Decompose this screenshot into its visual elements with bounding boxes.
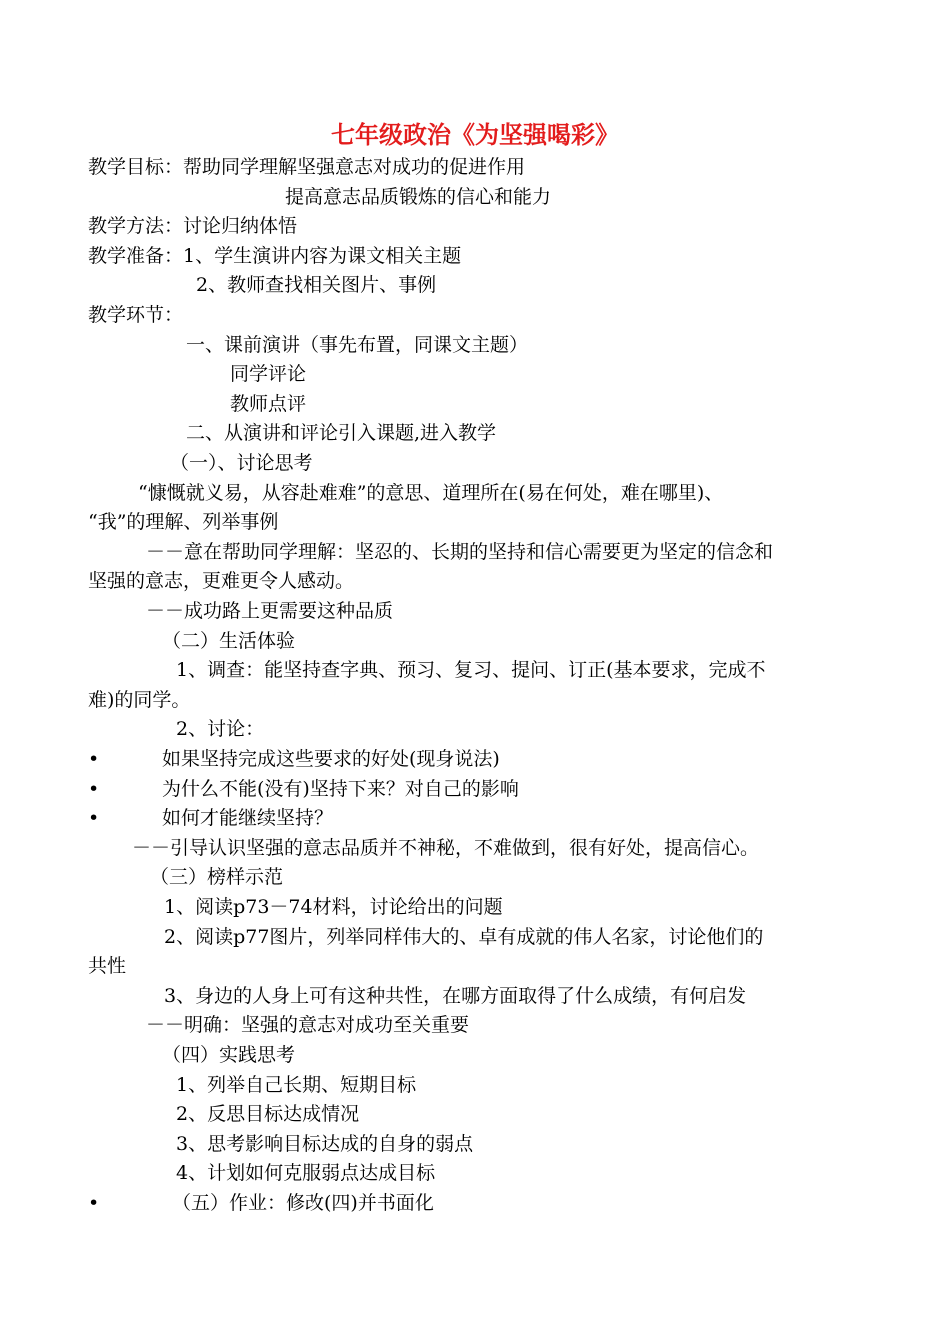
text-line: 教学目标：帮助同学理解坚强意志对成功的促进作用 xyxy=(88,156,526,178)
text-line: “慷慨就义易，从容赴难难”的意思、道理所在(易在何处，难在哪里)、 xyxy=(138,482,724,504)
text-line: －－引导认识坚强的意志品质并不神秘，不难做到，很有好处，提高信心。 xyxy=(132,837,760,859)
text-line: 2、教师查找相关图片、事例 xyxy=(196,274,437,296)
bullet-marker: • xyxy=(88,807,100,829)
text-line: 3、身边的人身上可有这种共性，在哪方面取得了什么成绩，有何启发 xyxy=(164,985,747,1007)
bullet-item: （五）作业：修改(四)并书面化 xyxy=(172,1192,434,1214)
text-line: 教学方法：讨论归纳体悟 xyxy=(88,215,298,237)
text-line: 2、讨论： xyxy=(176,718,265,740)
text-line: 4、计划如何克服弱点达成目标 xyxy=(176,1162,436,1184)
bullet-marker: • xyxy=(88,748,100,770)
bullet-item: 如何才能继续坚持？ xyxy=(162,807,334,829)
text-line: 一、课前演讲（事先布置，同课文主题） xyxy=(186,334,529,356)
document-title: 七年级政治《为坚强喝彩》 xyxy=(331,120,619,149)
text-line: 同学评论 xyxy=(230,363,307,385)
text-line: 教学环节： xyxy=(88,304,184,326)
text-line: 教学准备：1、学生演讲内容为课文相关主题 xyxy=(88,245,462,267)
text-line: 难)的同学。 xyxy=(88,689,191,711)
text-line: 3、思考影响目标达成的自身的弱点 xyxy=(176,1133,474,1155)
bullet-marker: • xyxy=(88,778,100,800)
text-line: （四）实践思考 xyxy=(162,1044,296,1066)
text-line: －－意在帮助同学理解：坚忍的、长期的坚持和信心需要更为坚定的信念和 xyxy=(146,541,774,563)
text-line: “我”的理解、列举事例 xyxy=(88,511,279,533)
text-line: 2、反思目标达成情况 xyxy=(176,1103,360,1125)
text-line: （一）、讨论思考 xyxy=(170,452,313,474)
text-line: 坚强的意志，更难更令人感动。 xyxy=(88,570,355,592)
text-line: 2、阅读p77图片，列举同样伟大的、卓有成就的伟人名家，讨论他们的 xyxy=(164,926,764,948)
bullet-item: 如果坚持完成这些要求的好处(现身说法) xyxy=(162,748,500,770)
text-line: 提高意志品质锻炼的信心和能力 xyxy=(285,186,552,208)
text-line: 共性 xyxy=(88,955,127,977)
text-line: （二）生活体验 xyxy=(162,630,296,652)
text-line: －－成功路上更需要这种品质 xyxy=(146,600,394,622)
text-line: －－明确：坚强的意志对成功至关重要 xyxy=(146,1014,470,1036)
text-line: 1、阅读p73－74材料，讨论给出的问题 xyxy=(164,896,503,918)
text-line: 1、列举自己长期、短期目标 xyxy=(176,1074,417,1096)
bullet-marker: • xyxy=(88,1192,100,1214)
text-line: （三）榜样示范 xyxy=(150,866,284,888)
text-line: 二、从演讲和评论引入课题,进入教学 xyxy=(186,422,497,444)
text-line: 1、调查：能坚持查字典、预习、复习、提问、订正(基本要求，完成不 xyxy=(176,659,766,681)
bullet-item: 为什么不能(没有)坚持下来？对自己的影响 xyxy=(162,778,519,800)
text-line: 教师点评 xyxy=(230,393,307,415)
